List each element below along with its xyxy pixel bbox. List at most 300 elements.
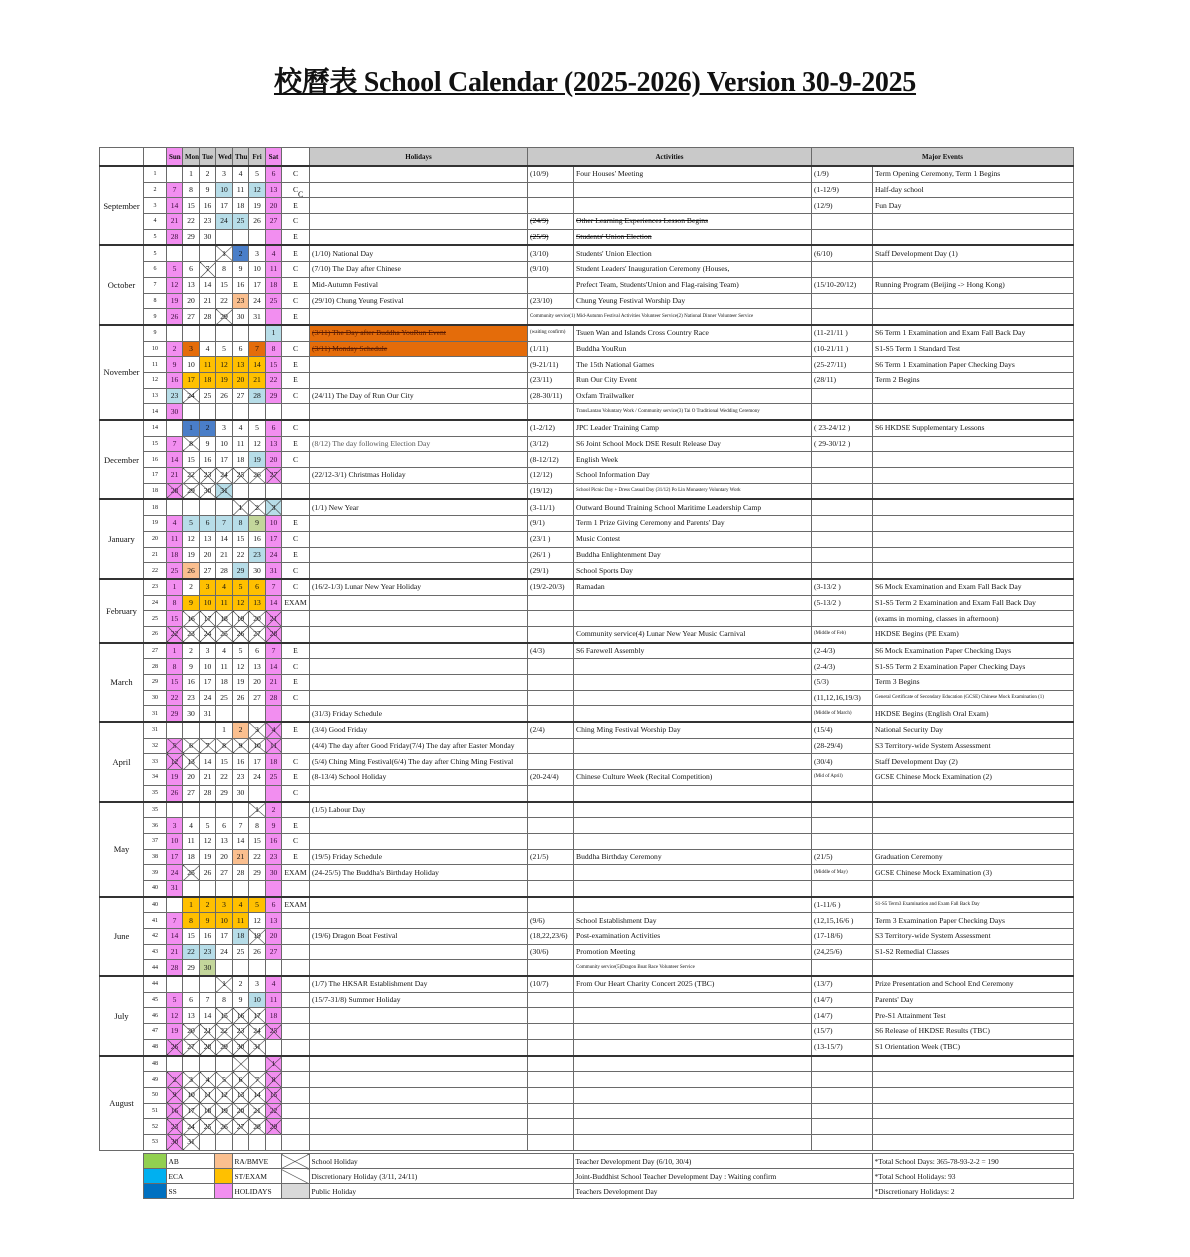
day-cell-sat: 27 xyxy=(266,214,282,230)
week-row xyxy=(100,468,1074,484)
event-date: (12,15,16/6 ) xyxy=(812,913,873,929)
day-cell-wed: 19 xyxy=(216,1103,233,1119)
day-cell-tue: 14 xyxy=(200,277,216,293)
week-row xyxy=(100,436,1074,452)
legend-spacer xyxy=(99,1154,143,1169)
week-row xyxy=(100,913,1074,929)
event-text: General Certificate of Secondary Education (GCSE) Chinese Mock Examination (1) xyxy=(873,690,1074,706)
day-cell-sat xyxy=(266,960,282,976)
week-row xyxy=(100,659,1074,675)
day-header-wed: Wed xyxy=(216,148,233,167)
week-row xyxy=(100,960,1074,976)
activity-date xyxy=(528,1039,574,1055)
week-number: 52 xyxy=(144,1119,167,1135)
activity-date: (21/5) xyxy=(528,849,574,865)
day-cell-sat: 11 xyxy=(266,738,282,754)
day-cell-sat: 13 xyxy=(266,913,282,929)
event-date xyxy=(812,293,873,309)
day-cell-tue: 30 xyxy=(200,229,216,245)
day-cell-thu: 16 xyxy=(233,1008,249,1024)
day-cell-tue: 24 xyxy=(200,690,216,706)
activity-date: (20-24/4) xyxy=(528,770,574,786)
day-cell-mon: 27 xyxy=(183,1039,200,1055)
day-cell-fri xyxy=(249,1056,266,1072)
day-cell-sun: 3 xyxy=(167,818,183,834)
holiday-text xyxy=(310,1072,528,1088)
event-text xyxy=(873,468,1074,484)
day-cell-sat: 27 xyxy=(266,468,282,484)
school-day-type: E xyxy=(282,675,310,691)
holiday-text xyxy=(310,372,528,388)
activity-text: Other Learning Experiences Lesson Begins xyxy=(574,214,812,230)
event-date: (10-21/11 ) xyxy=(812,341,873,357)
event-date: (28/11) xyxy=(812,372,873,388)
event-date xyxy=(812,1087,873,1103)
week-number: 7 xyxy=(144,277,167,293)
day-cell-wed: 12 xyxy=(216,1087,233,1103)
activity-date xyxy=(528,818,574,834)
activity-text: Music Contest xyxy=(574,531,812,547)
day-cell-sat: 29 xyxy=(266,1119,282,1135)
day-cell-thu: 1 xyxy=(233,499,249,515)
day-cell-wed: 24 xyxy=(216,944,233,960)
half-cross-icon xyxy=(281,1169,309,1184)
event-date: (28-29/4) xyxy=(812,738,873,754)
day-cell-wed: 12 xyxy=(216,357,233,373)
week-number: 44 xyxy=(144,976,167,992)
activity-date: (29/1) xyxy=(528,563,574,579)
type-header xyxy=(282,148,310,167)
week-row xyxy=(100,1134,1074,1150)
holiday-text xyxy=(310,420,528,436)
event-date xyxy=(812,516,873,532)
day-cell-sun: 28 xyxy=(167,960,183,976)
day-cell-fri: 1 xyxy=(249,802,266,818)
day-cell-wed: 22 xyxy=(216,293,233,309)
week-number: 9 xyxy=(144,325,167,341)
week-number: 5 xyxy=(144,229,167,245)
day-cell-mon: 11 xyxy=(183,833,200,849)
school-day-type: C xyxy=(282,659,310,675)
week-number: 19 xyxy=(144,516,167,532)
school-day-type: E xyxy=(282,643,310,659)
day-cell-mon xyxy=(183,802,200,818)
activity-date xyxy=(528,626,574,642)
activity-text: School Picnic Day + Dress Casual Day (31/12) Po Lin Monastery Voluntary Work xyxy=(574,483,812,499)
day-cell-tue: 19 xyxy=(200,849,216,865)
day-cell-thu: 13 xyxy=(233,357,249,373)
activity-text xyxy=(574,198,812,214)
week-number: 4 xyxy=(144,214,167,230)
day-cell-sun: 15 xyxy=(167,611,183,627)
day-cell-tue: 26 xyxy=(200,865,216,881)
day-cell-wed: 3 xyxy=(216,897,233,913)
day-cell-tue: 28 xyxy=(200,1039,216,1055)
activity-text: Buddha Birthday Ceremony xyxy=(574,849,812,865)
day-cell-tue: 4 xyxy=(200,341,216,357)
activity-date: (9/1) xyxy=(528,516,574,532)
month-label: November xyxy=(100,325,144,420)
holiday-text: (29/10) Chung Yeung Festival xyxy=(310,293,528,309)
day-cell-tue: 17 xyxy=(200,675,216,691)
holiday-text: (5/4) Ching Ming Festival(6/4) The day after Ching Ming Festival xyxy=(310,754,528,770)
holiday-text: (24/11) The Day of Run Our City xyxy=(310,388,528,404)
day-cell-wed: 6 xyxy=(216,818,233,834)
event-date xyxy=(812,1134,873,1150)
activity-date: (8-12/12) xyxy=(528,452,574,468)
day-cell-fri: 5 xyxy=(249,420,266,436)
day-cell-tue: 9 xyxy=(200,913,216,929)
day-cell-mon xyxy=(183,325,200,341)
day-cell-mon xyxy=(183,245,200,261)
day-cell-mon: 18 xyxy=(183,849,200,865)
holiday-text xyxy=(310,595,528,611)
activity-text xyxy=(574,182,812,198)
day-cell-sat xyxy=(266,404,282,420)
month-label: August xyxy=(100,1056,144,1151)
event-text: S3 Territory-wide System Assessment xyxy=(873,929,1074,945)
week-row xyxy=(100,849,1074,865)
day-cell-thu: 6 xyxy=(233,341,249,357)
holiday-text xyxy=(310,785,528,801)
event-text xyxy=(873,262,1074,278)
day-cell-wed: 18 xyxy=(216,611,233,627)
event-text: S1-S2 Remedial Classes xyxy=(873,944,1074,960)
holiday-text xyxy=(310,690,528,706)
school-day-type xyxy=(282,1072,310,1088)
legend-label: AB xyxy=(166,1154,214,1169)
day-cell-thu: 23 xyxy=(233,1024,249,1040)
school-day-type: E xyxy=(282,770,310,786)
day-cell-sun: 9 xyxy=(167,1087,183,1103)
day-cell-fri xyxy=(249,880,266,896)
week-number: 43 xyxy=(144,944,167,960)
event-text xyxy=(873,531,1074,547)
activity-text xyxy=(574,1056,812,1072)
day-cell-mon: 1 xyxy=(183,420,200,436)
month-label: January xyxy=(100,499,144,578)
event-text xyxy=(873,404,1074,420)
day-cell-wed: 15 xyxy=(216,1008,233,1024)
activity-text xyxy=(574,1008,812,1024)
month-label: October xyxy=(100,245,144,324)
week-row xyxy=(100,293,1074,309)
week-number: 15 xyxy=(144,436,167,452)
holiday-text: (16/2-1/3) Lunar New Year Holiday xyxy=(310,579,528,595)
week-row xyxy=(100,643,1074,659)
day-cell-sat: 14 xyxy=(266,659,282,675)
week-number: 13 xyxy=(144,388,167,404)
day-cell-tue: 31 xyxy=(200,706,216,722)
day-cell-thu: 18 xyxy=(233,198,249,214)
day-cell-fri: 14 xyxy=(249,1087,266,1103)
day-cell-sat: 15 xyxy=(266,1087,282,1103)
school-day-type: C xyxy=(282,341,310,357)
day-cell-wed: 27 xyxy=(216,865,233,881)
day-cell-fri: 19 xyxy=(249,452,266,468)
week-row xyxy=(100,531,1074,547)
week-number: 28 xyxy=(144,659,167,675)
week-row xyxy=(100,341,1074,357)
school-day-type: E xyxy=(282,547,310,563)
day-cell-sun: 12 xyxy=(167,754,183,770)
day-cell-wed: 4 xyxy=(216,579,233,595)
activity-date xyxy=(528,785,574,801)
day-cell-fri: 9 xyxy=(249,516,266,532)
day-cell-wed: 10 xyxy=(216,913,233,929)
event-date xyxy=(812,404,873,420)
day-header-fri: Fri xyxy=(249,148,266,167)
week-row xyxy=(100,404,1074,420)
week-row xyxy=(100,690,1074,706)
event-text xyxy=(873,1087,1074,1103)
day-cell-tue: 18 xyxy=(200,1103,216,1119)
day-cell-thu: 9 xyxy=(233,262,249,278)
activity-text xyxy=(574,706,812,722)
school-day-type xyxy=(282,1056,310,1072)
event-date: (1/9) xyxy=(812,166,873,182)
activity-date: (3/12) xyxy=(528,436,574,452)
day-cell-tue: 9 xyxy=(200,436,216,452)
day-cell-wed xyxy=(216,229,233,245)
legend-total: *Total School Days: 365-78-93-2-2 = 190 xyxy=(872,1154,1073,1169)
week-row xyxy=(100,722,1074,738)
event-text: Pre-S1 Attainment Test xyxy=(873,1008,1074,1024)
holiday-text xyxy=(310,357,528,373)
day-cell-fri: 24 xyxy=(249,1024,266,1040)
day-cell-sun: 16 xyxy=(167,1103,183,1119)
event-date: (21/5) xyxy=(812,849,873,865)
holiday-text xyxy=(310,483,528,499)
day-cell-tue xyxy=(200,245,216,261)
legend-label: HOLIDAYS xyxy=(232,1184,281,1199)
activity-text xyxy=(574,1024,812,1040)
day-cell-thu xyxy=(233,325,249,341)
day-cell-fri xyxy=(249,706,266,722)
holiday-text: (3/11) The Day after Buddha YouRun Event xyxy=(310,325,528,341)
holiday-text xyxy=(310,1087,528,1103)
day-cell-tue: 7 xyxy=(200,262,216,278)
legend-label: SS xyxy=(166,1184,214,1199)
school-day-type xyxy=(282,404,310,420)
day-cell-tue: 21 xyxy=(200,770,216,786)
event-date xyxy=(812,499,873,515)
day-cell-thu xyxy=(233,880,249,896)
activity-date: (19/12) xyxy=(528,483,574,499)
day-cell-thu: 4 xyxy=(233,897,249,913)
day-cell-wed: 22 xyxy=(216,1024,233,1040)
legend-label: ECA xyxy=(166,1169,214,1184)
event-date xyxy=(812,1119,873,1135)
holiday-text: (3/11) Monday Schedule xyxy=(310,341,528,357)
holiday-text xyxy=(310,1119,528,1135)
school-day-type xyxy=(282,611,310,627)
holiday-text xyxy=(310,547,528,563)
calendar-body xyxy=(100,166,1074,1150)
day-cell-mon: 15 xyxy=(183,929,200,945)
day-cell-fri: 10 xyxy=(249,992,266,1008)
day-cell-mon: 2 xyxy=(183,643,200,659)
cross-icon xyxy=(281,1154,309,1169)
day-cell-fri: 14 xyxy=(249,357,266,373)
day-cell-thu: 30 xyxy=(233,309,249,325)
week-header xyxy=(144,148,167,167)
day-cell-thu: 16 xyxy=(233,277,249,293)
day-cell-thu: 2 xyxy=(233,722,249,738)
legend-description: Teacher Development Day (6/10, 30/4) xyxy=(573,1154,872,1169)
activity-text xyxy=(574,833,812,849)
day-cell-wed: 10 xyxy=(216,436,233,452)
activity-text: The 15th National Games xyxy=(574,357,812,373)
event-text xyxy=(873,388,1074,404)
school-day-type: E xyxy=(282,198,310,214)
day-cell-sat xyxy=(266,229,282,245)
activity-date xyxy=(528,833,574,849)
event-text: S3 Territory-wide System Assessment xyxy=(873,738,1074,754)
day-cell-thu: 8 xyxy=(233,516,249,532)
day-cell-sun: 28 xyxy=(167,229,183,245)
day-cell-fri: 10 xyxy=(249,262,266,278)
event-text: S6 HKDSE Supplementary Lessons xyxy=(873,420,1074,436)
day-cell-sat xyxy=(266,1134,282,1150)
week-number: 37 xyxy=(144,833,167,849)
day-cell-sun: 30 xyxy=(167,1134,183,1150)
day-cell-tue: 10 xyxy=(200,659,216,675)
activity-date: (18,22,23/6) xyxy=(528,929,574,945)
day-cell-fri: 19 xyxy=(249,198,266,214)
month-label: September xyxy=(100,166,144,245)
day-cell-sat: 10 xyxy=(266,516,282,532)
day-cell-wed: 29 xyxy=(216,1039,233,1055)
day-cell-thu: 26 xyxy=(233,626,249,642)
day-cell-sun: 9 xyxy=(167,357,183,373)
day-cell-fri: 21 xyxy=(249,1103,266,1119)
week-row xyxy=(100,706,1074,722)
day-cell-tue: 21 xyxy=(200,293,216,309)
activity-text: S6 Farewell Assembly xyxy=(574,643,812,659)
day-cell-sat: 20 xyxy=(266,452,282,468)
day-cell-tue: 23 xyxy=(200,468,216,484)
day-cell-fri: 22 xyxy=(249,849,266,865)
event-date: (13/7) xyxy=(812,976,873,992)
day-cell-tue: 21 xyxy=(200,1024,216,1040)
day-cell-tue: 25 xyxy=(200,388,216,404)
day-cell-sat: 18 xyxy=(266,1008,282,1024)
holiday-text xyxy=(310,913,528,929)
week-row xyxy=(100,277,1074,293)
day-cell-mon: 6 xyxy=(183,992,200,1008)
week-number: 11 xyxy=(144,357,167,373)
day-cell-sun: 21 xyxy=(167,468,183,484)
day-cell-fri xyxy=(249,483,266,499)
day-cell-wed: 24 xyxy=(216,214,233,230)
day-cell-sun: 8 xyxy=(167,595,183,611)
week-row xyxy=(100,1072,1074,1088)
event-date: (3-13/2 ) xyxy=(812,579,873,595)
holiday-text: (19/6) Dragon Boat Festival xyxy=(310,929,528,945)
week-number: 22 xyxy=(144,563,167,579)
holiday-text xyxy=(310,611,528,627)
activity-text: Buddha Enlightenment Day xyxy=(574,547,812,563)
activity-date xyxy=(528,1072,574,1088)
activity-text xyxy=(574,595,812,611)
week-row xyxy=(100,1103,1074,1119)
day-cell-tue: 14 xyxy=(200,1008,216,1024)
day-cell-wed xyxy=(216,802,233,818)
day-cell-thu: 2 xyxy=(233,245,249,261)
day-cell-sun: 11 xyxy=(167,531,183,547)
day-cell-mon: 22 xyxy=(183,468,200,484)
holiday-text xyxy=(310,198,528,214)
legend-swatch-st-exam xyxy=(214,1169,232,1184)
day-cell-sun xyxy=(167,499,183,515)
day-cell-sat: 21 xyxy=(266,611,282,627)
event-date: (17-18/6) xyxy=(812,929,873,945)
day-cell-wed: 21 xyxy=(216,547,233,563)
event-date: (12/9) xyxy=(812,198,873,214)
activity-date xyxy=(528,659,574,675)
activity-date: (2/4) xyxy=(528,722,574,738)
day-cell-mon: 1 xyxy=(183,166,200,182)
day-cell-fri: 30 xyxy=(249,563,266,579)
event-text xyxy=(873,309,1074,325)
week-number: 47 xyxy=(144,1024,167,1040)
activity-text xyxy=(574,1039,812,1055)
day-cell-mon: 8 xyxy=(183,436,200,452)
day-cell-sun: 25 xyxy=(167,563,183,579)
activity-text: From Our Heart Charity Concert 2025 (TBC) xyxy=(574,976,812,992)
event-date: ( 23-24/12 ) xyxy=(812,420,873,436)
activity-text: Run Our City Event xyxy=(574,372,812,388)
week-row xyxy=(100,229,1074,245)
event-text: National Security Day xyxy=(873,722,1074,738)
day-cell-tue: 28 xyxy=(200,785,216,801)
day-cell-sun: 19 xyxy=(167,293,183,309)
holiday-text: (4/4) The day after Good Friday(7/4) The day after Easter Monday xyxy=(310,738,528,754)
day-cell-fri: 7 xyxy=(249,1072,266,1088)
day-cell-wed: 1 xyxy=(216,976,233,992)
event-date xyxy=(812,818,873,834)
school-day-type: C xyxy=(282,563,310,579)
day-cell-wed xyxy=(216,880,233,896)
day-cell-tue: 9 xyxy=(200,182,216,198)
day-cell-thu: 25 xyxy=(233,468,249,484)
holiday-text xyxy=(310,675,528,691)
day-cell-sat: 15 xyxy=(266,357,282,373)
day-cell-mon: 6 xyxy=(183,738,200,754)
holiday-text: (15/7-31/8) Summer Holiday xyxy=(310,992,528,1008)
event-date: (11,12,16,19/3) xyxy=(812,690,873,706)
day-cell-fri: 26 xyxy=(249,214,266,230)
week-row xyxy=(100,944,1074,960)
day-cell-fri: 3 xyxy=(249,722,266,738)
day-cell-mon: 22 xyxy=(183,944,200,960)
day-cell-sun xyxy=(167,325,183,341)
activity-date: (9/10) xyxy=(528,262,574,278)
activity-date xyxy=(528,738,574,754)
day-cell-wed: 29 xyxy=(216,785,233,801)
week-number: 20 xyxy=(144,531,167,547)
day-cell-wed: 24 xyxy=(216,468,233,484)
activity-text xyxy=(574,865,812,881)
week-number: 27 xyxy=(144,643,167,659)
day-cell-wed: 5 xyxy=(216,341,233,357)
day-cell-fri: 20 xyxy=(249,611,266,627)
event-date: (Middle of Feb) xyxy=(812,626,873,642)
event-date: (5/3) xyxy=(812,675,873,691)
event-date xyxy=(812,1072,873,1088)
day-cell-fri: 10 xyxy=(249,738,266,754)
